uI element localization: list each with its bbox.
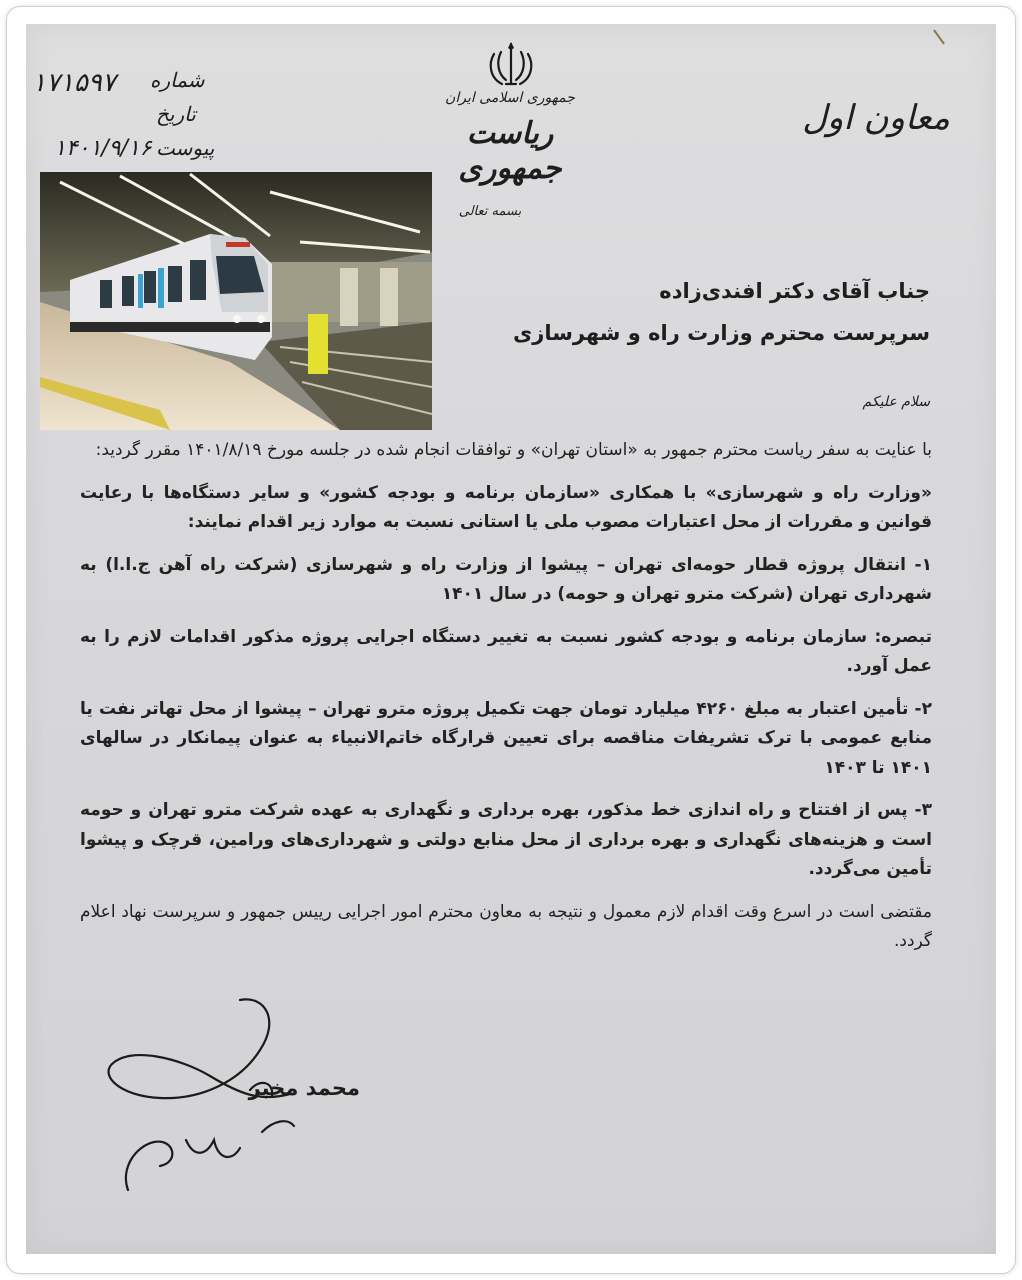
item-2: ۲- تأمین اعتبار به مبلغ ۴۲۶۰ میلیارد تومان جهت تکمیل پروژه مترو تهران – پیشوا از محل تهاتر نفت یا منابع عمومی با ترک تشریفات مناقصه برای تعیین قرارگاه خاتم‌الانبیاء به عنوان پیمانکار در سالهای ۱۴۰۱ تا ۱۴۰۳ <box>80 698 932 778</box>
addressee-title: سرپرست محترم وزارت راه و شهرسازی <box>513 321 930 345</box>
letter-number: ۱۷۱۵۹۷ <box>32 68 116 98</box>
paper-mark-icon <box>930 28 950 48</box>
number-label: شماره <box>150 68 205 92</box>
letter-body <box>80 436 932 970</box>
metro-train-photo <box>40 172 432 430</box>
addressee-name: جناب آقای دکتر افندی‌زاده <box>659 279 930 303</box>
handwritten-signature <box>90 990 390 1200</box>
item-1: ۱- انتقال پروژه قطار حومه‌ای تهران – پیشوا از وزارت راه و شهرسازی (شرکت راه آهن ج.ا.ا) به شهرداری تهران (شرکت مترو تهران و حومه) در سال ۱۴۰۱ <box>80 554 932 604</box>
iran-emblem-icon <box>484 40 538 90</box>
department-line-2: ریاست جمهوری <box>458 116 562 186</box>
greeting: سلام علیکم <box>862 394 930 410</box>
signer-name: محمد مخبر <box>248 1076 360 1100</box>
basmala: بسمه تعالی <box>458 204 522 219</box>
note-paragraph: تبصره: سازمان برنامه و بودجه کشور نسبت به تغییر دستگاه اجرایی پروژه مذکور اقدامات لازم را به عمل آورد. <box>80 626 932 676</box>
office-title: معاون اول <box>802 98 950 138</box>
main-paragraph: «وزارت راه و شهرسازی» با همکاری «سازمان برنامه و بودجه کشور» و سایر دستگاه‌ها با رعایت قوانین و مقررات از محل اعتبارات مصوب ملی یا استانی نسبت به موارد زیر اقدام نمایند: <box>80 482 932 532</box>
intro-paragraph: با عنایت به سفر ریاست محترم جمهور به «استان تهران» و توافقات انجام شده در جلسه مورخ ۱۴۰۱/۸/۱۹ مقرر گردید: <box>95 440 932 460</box>
addressee-block <box>500 270 930 354</box>
closing-paragraph: مقتضی است در اسرع وقت اقدام لازم معمول و نتیجه به معاون محترم امور اجرایی رییس جمهور و سرپرست نهاد اعلام گردد. <box>80 901 932 951</box>
date-label: تاریخ <box>156 102 196 126</box>
item-3: ۳- پس از افتتاح و راه اندازی خط مذکور، بهره برداری و نگهداری به عهده شرکت مترو تهران و حومه است و هزینه‌های نگهداری و بهره برداری از محل منابع دولتی و شهرداری‌های ورامین، قرچک و پیشوا تأمین می‌گردد. <box>80 800 932 879</box>
department-line-1: جمهوری اسلامی ایران <box>445 90 575 106</box>
letter-date: ۱۴۰۱/۹/۱۶ <box>54 136 152 161</box>
attachment-label: پیوست <box>156 136 215 160</box>
